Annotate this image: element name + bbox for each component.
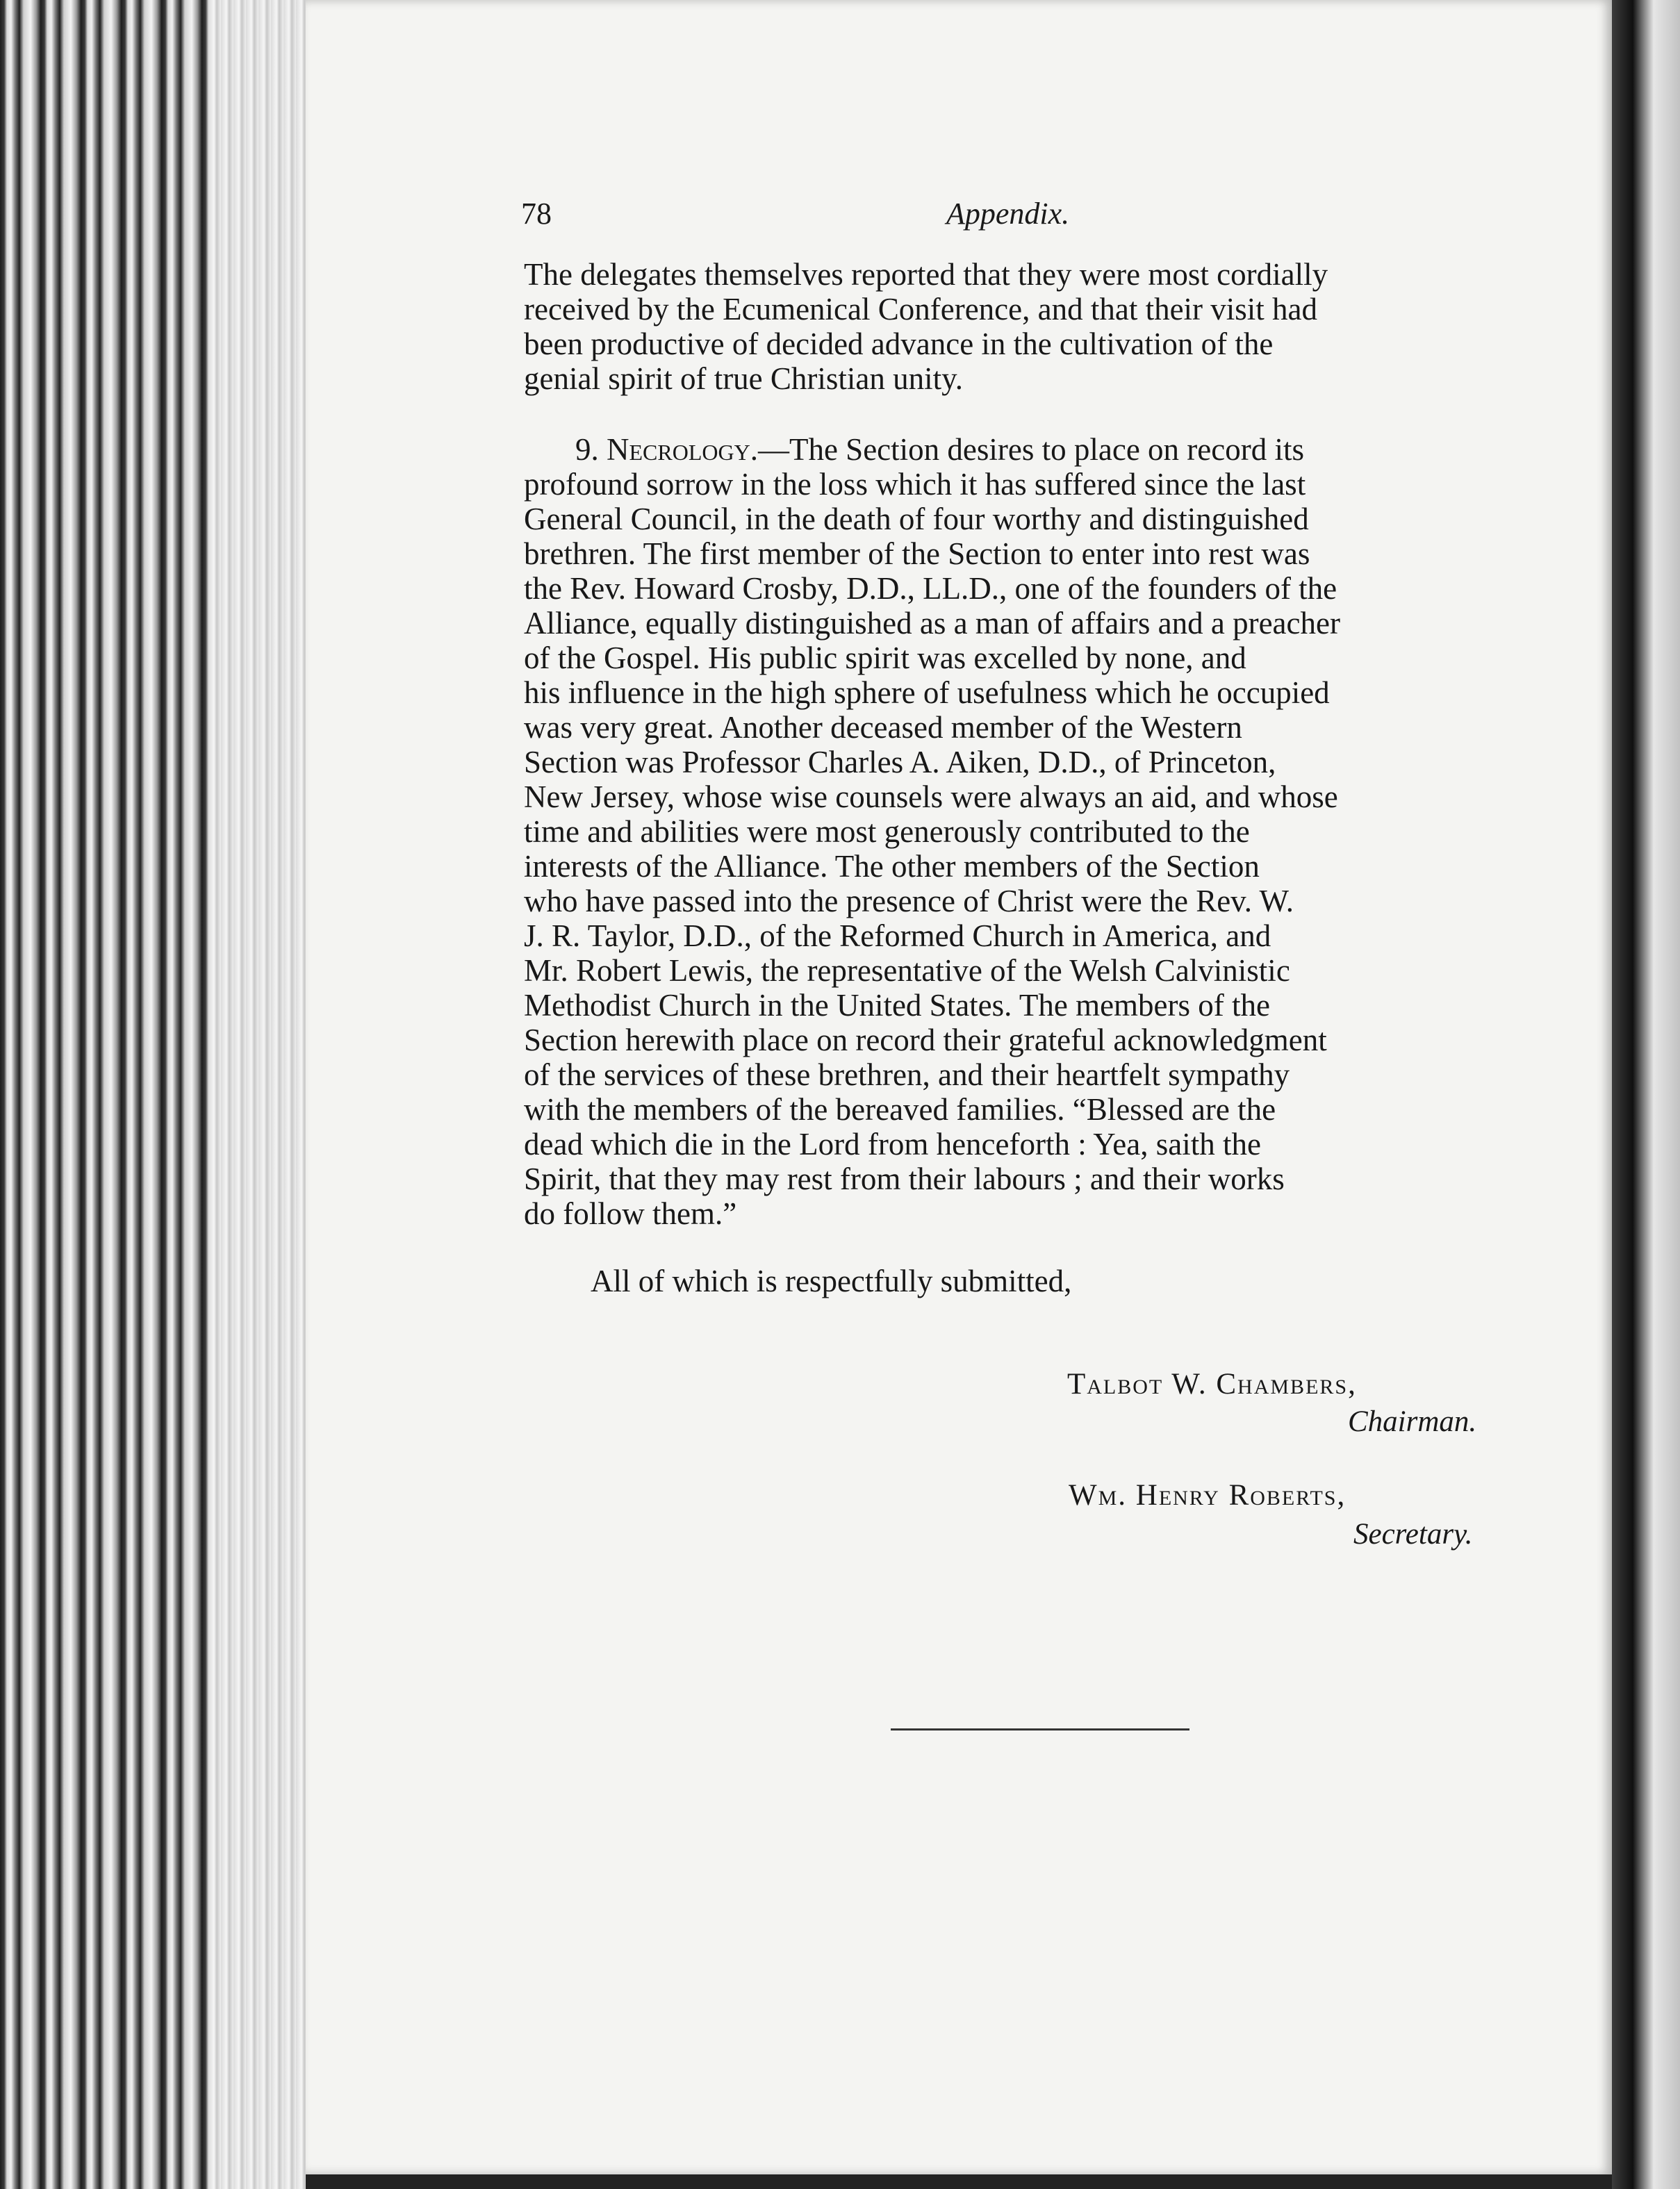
text-line: been productive of decided advance in the cultivation of the bbox=[524, 327, 1274, 361]
page-header bbox=[521, 196, 1494, 238]
page-number: 78 bbox=[521, 197, 552, 231]
text-line: of the Gospel. His public spirit was excelled by none, and bbox=[524, 641, 1246, 675]
section-heading: Necrology. bbox=[607, 432, 758, 467]
text-line: genial spirit of true Christian unity. bbox=[524, 361, 963, 396]
text-line: Section was Professor Charles A. Aiken, D.D., of Princeton, bbox=[524, 745, 1276, 779]
text-line: profound sorrow in the loss which it has suffered since the last bbox=[524, 467, 1306, 502]
text-line: his influence in the high sphere of usefulness which he occupied bbox=[524, 675, 1330, 710]
text-line: interests of the Alliance. The other members of the Section bbox=[524, 849, 1260, 884]
text-line: with the members of the bereaved families. “Blessed are the bbox=[524, 1092, 1276, 1127]
text-line: do follow them.” bbox=[524, 1196, 737, 1231]
running-head: Appendix. bbox=[946, 197, 1070, 231]
text-line: —The Section desires to place on record its bbox=[757, 432, 1304, 467]
bottom-edge bbox=[306, 2174, 1612, 2189]
signature-secretary bbox=[1069, 1478, 1473, 1551]
text-line: The delegates themselves reported that they were most cordially bbox=[524, 257, 1328, 292]
text-line: was very great. Another deceased member of the Western bbox=[524, 710, 1242, 745]
right-page-edge bbox=[1612, 0, 1680, 2189]
page-edges bbox=[0, 0, 347, 2189]
text-line: Spirit, that they may rest from their labours ; and their works bbox=[524, 1162, 1285, 1196]
text-line: Mr. Robert Lewis, the representative of the Welsh Calvinistic bbox=[524, 953, 1290, 988]
text-line: who have passed into the presence of Christ were the Rev. W. bbox=[524, 884, 1294, 918]
text-line: brethren. The first member of the Section to enter into rest was bbox=[524, 536, 1310, 571]
text-line: J. R. Taylor, D.D., of the Reformed Church in America, and bbox=[524, 918, 1271, 953]
text-line: the Rev. Howard Crosby, D.D., LL.D., one of the founders of the bbox=[524, 571, 1337, 606]
signatory-title: Chairman. bbox=[1348, 1405, 1477, 1438]
end-rule bbox=[891, 1728, 1189, 1730]
text-line: Alliance, equally distinguished as a man of affairs and a preacher bbox=[524, 606, 1340, 641]
text-line: Methodist Church in the United States. The members of the bbox=[524, 988, 1270, 1023]
text-line: dead which die in the Lord from henceforth : Yea, saith the bbox=[524, 1127, 1261, 1162]
signatory-name: Wm. Henry Roberts, bbox=[1069, 1479, 1347, 1512]
text-line: of the services of these brethren, and their heartfelt sympathy bbox=[524, 1057, 1290, 1092]
text-line: time and abilities were most generously contributed to the bbox=[524, 814, 1250, 849]
signatory-name: Talbot W. Chambers, bbox=[1067, 1368, 1357, 1401]
paragraph-necrology bbox=[524, 432, 1517, 1231]
text-line: New Jersey, whose wise counsels were always an aid, and whose bbox=[524, 779, 1338, 814]
signatory-title: Secretary. bbox=[1353, 1518, 1473, 1551]
paragraph-number: 9. bbox=[575, 432, 599, 467]
text-line: received by the Ecumenical Conference, and that their visit had bbox=[524, 292, 1318, 327]
closing-line: All of which is respectfully submitted, bbox=[591, 1264, 1072, 1298]
body-text bbox=[524, 257, 1517, 1231]
signature-chairman bbox=[1067, 1367, 1477, 1438]
text-line: Section herewith place on record their grateful acknowledgment bbox=[524, 1023, 1327, 1057]
paragraph-delegates bbox=[524, 257, 1517, 396]
paragraph-opening-line bbox=[524, 432, 1517, 467]
text-line: General Council, in the death of four worthy and distinguished bbox=[524, 502, 1309, 536]
